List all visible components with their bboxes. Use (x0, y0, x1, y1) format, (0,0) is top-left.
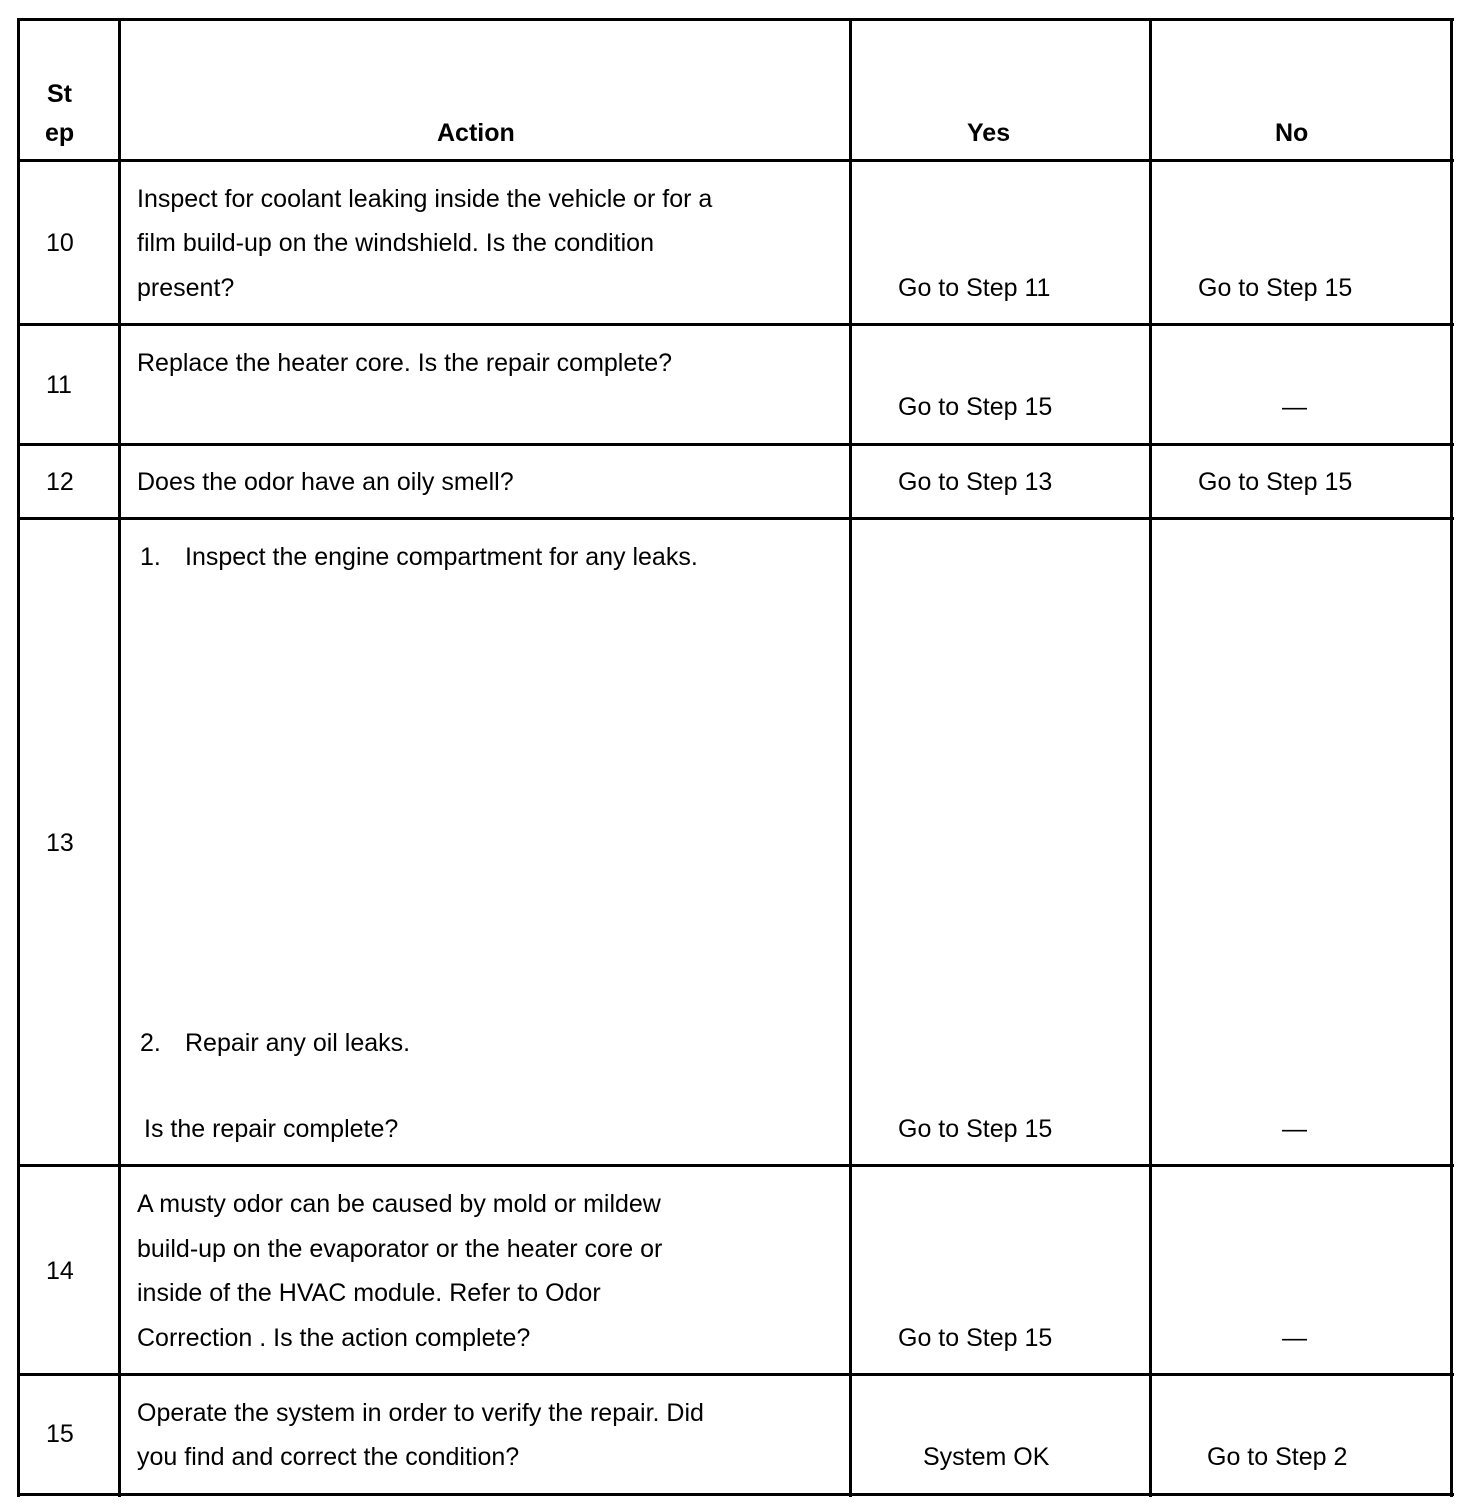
header-yes: Yes (967, 119, 1011, 147)
no-result: — (1282, 1324, 1307, 1352)
row-divider (17, 1373, 1454, 1376)
column-divider (118, 18, 121, 1497)
no-result: Go to Step 15 (1198, 274, 1353, 302)
column-divider (849, 18, 852, 1497)
table-border-bottom (17, 1493, 1454, 1496)
yes-result: System OK (923, 1443, 1050, 1471)
yes-result: Go to Step 11 (898, 274, 1051, 302)
row-divider (17, 323, 1454, 326)
action-text: Operate the system in order to verify the repair. Did (137, 1399, 704, 1427)
no-result: — (1282, 393, 1307, 421)
action-text: Does the odor have an oily smell? (137, 468, 514, 496)
action-text: you find and correct the condition? (137, 1443, 520, 1471)
action-text: build-up on the evaporator or the heater core or (137, 1235, 663, 1263)
row-divider (17, 159, 1454, 162)
list-item-text: Repair any oil leaks. (185, 1029, 411, 1057)
action-text: Inspect for coolant leaking inside the vehicle or for a (137, 185, 713, 213)
action-text: Replace the heater core. Is the repair complete? (137, 349, 673, 377)
header-step: ep (45, 119, 75, 147)
action-text: A musty odor can be caused by mold or mildew (137, 1190, 661, 1218)
yes-result: Go to Step 15 (898, 1324, 1053, 1352)
list-number: 1. (140, 543, 161, 571)
yes-result: Go to Step 13 (898, 468, 1053, 496)
list-item-text: Inspect the engine compartment for any leaks. (185, 543, 698, 571)
row-divider (17, 443, 1454, 446)
step-number: 10 (46, 229, 74, 257)
table-border-left (17, 18, 20, 1497)
action-text: inside of the HVAC module. Refer to Odor (137, 1279, 601, 1307)
step-number: 15 (46, 1420, 74, 1448)
table-border-right (1450, 18, 1453, 1497)
step-number: 14 (46, 1257, 74, 1285)
action-text: Correction . Is the action complete? (137, 1324, 531, 1352)
row-divider (17, 517, 1454, 520)
header-action: Action (437, 119, 515, 147)
step-number: 12 (46, 468, 74, 496)
table-border-top (17, 18, 1454, 21)
step-number: 11 (46, 371, 72, 399)
no-result: — (1282, 1115, 1307, 1143)
no-result: Go to Step 15 (1198, 468, 1353, 496)
step-number: 13 (46, 829, 74, 857)
header-step: St (47, 80, 72, 108)
header-no: No (1275, 119, 1309, 147)
list-number: 2. (140, 1029, 161, 1057)
action-text: present? (137, 274, 235, 302)
column-divider (1149, 18, 1152, 1497)
yes-result: Go to Step 15 (898, 1115, 1053, 1143)
no-result: Go to Step 2 (1207, 1443, 1348, 1471)
action-question: Is the repair complete? (144, 1115, 399, 1143)
yes-result: Go to Step 15 (898, 393, 1053, 421)
row-divider (17, 1164, 1454, 1167)
action-text: film build-up on the windshield. Is the condition (137, 229, 654, 257)
